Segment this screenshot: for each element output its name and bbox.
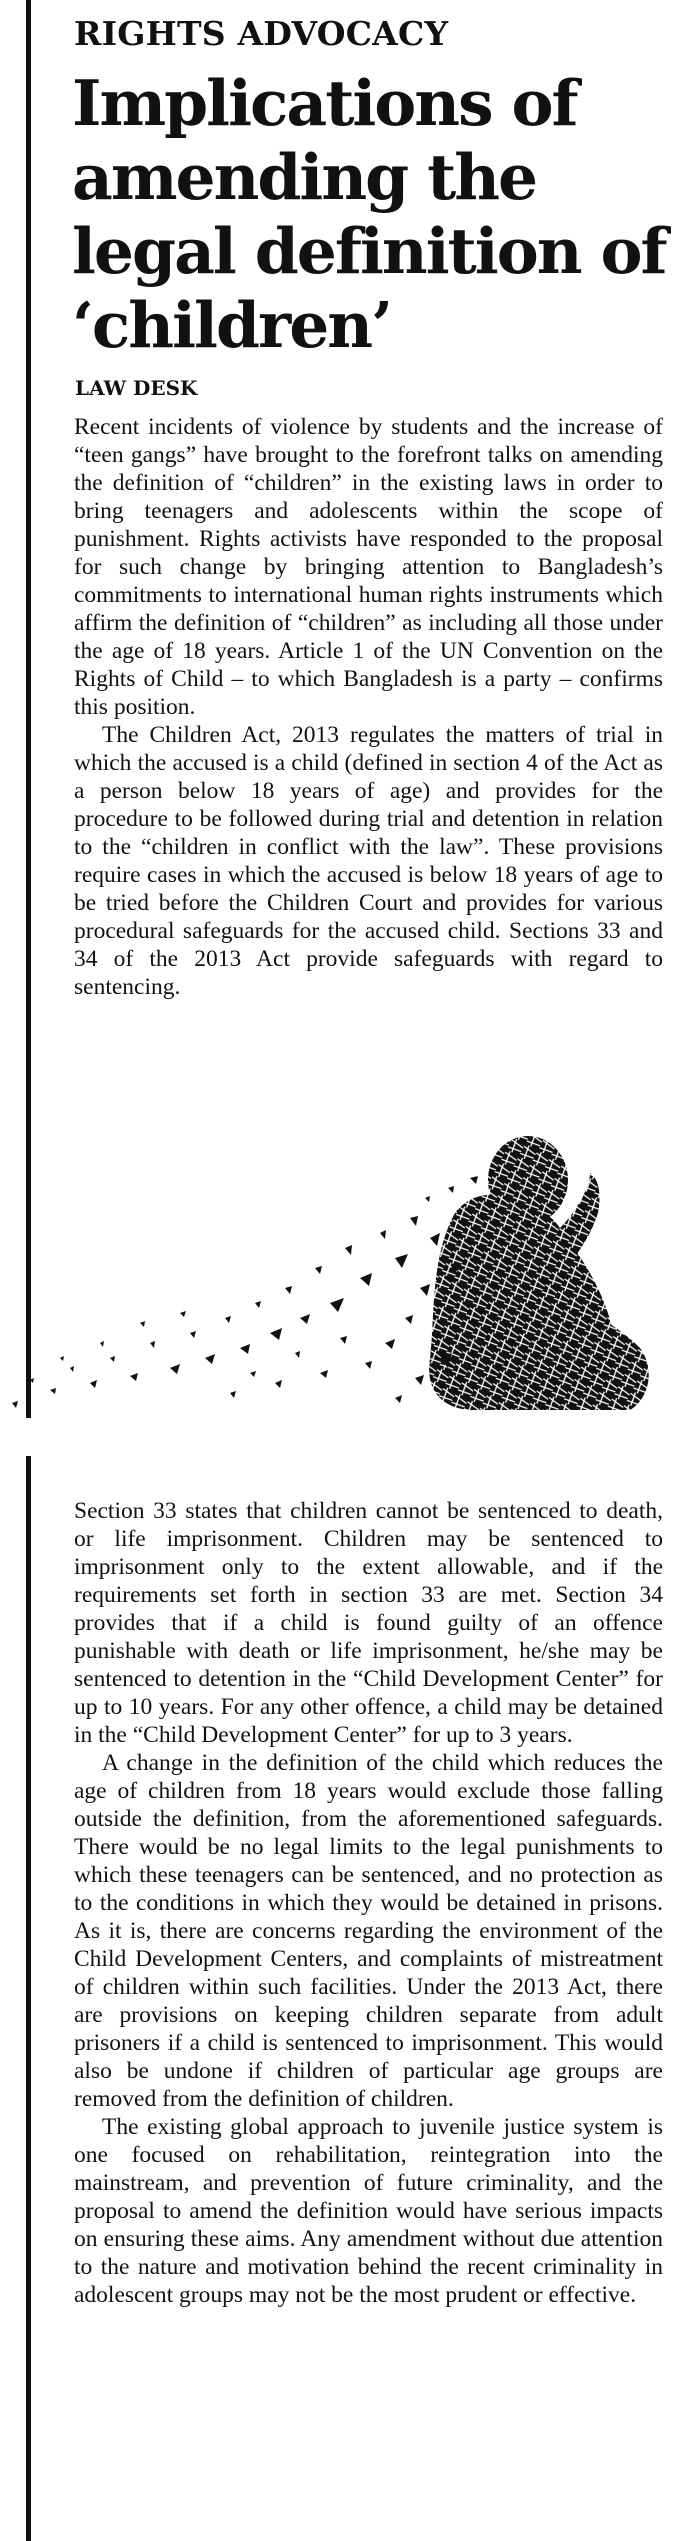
shattered-child-figure-icon	[0, 1118, 677, 1418]
article-body-top	[74, 413, 663, 1001]
column-rule-bottom	[26, 1456, 31, 2541]
illustration	[0, 1118, 677, 1418]
article-body-bottom	[74, 1497, 663, 2309]
article-headline: Implications of amending the legal definition of ‘children’	[72, 66, 666, 362]
paragraph: The Children Act, 2013 regulates the matters of trial in which the accused is a child (defined in section 4 of the Act as a person below 18 years of age) and provides for the procedure to be followed during trial and detention in relation to the “children in conflict with the law”. These provisions require cases in which the accused is below 18 years of age to be tried before the Children Court and provides for various procedural safeguards for the accused child. Sections 33 and 34 of the 2013 Act provide safeguards with regard to sentencing.	[74, 722, 663, 1000]
paragraph: The existing global approach to juvenile justice system is one focused on rehabilitation, reintegration into the mainstream, and prevention of future criminality, and the proposal to amend the definition would have serious impacts on ensuring these aims. Any amendment without due attention to the nature and motivation behind the recent criminality in adolescent groups may not be the most prudent or effective.	[74, 2114, 663, 2308]
paragraph: Section 33 states that children cannot be sentenced to death, or life imprisonment. Children may be sentenced to imprisonment only to the extent allowable, and if the requirements set forth in section 33 are met. Section 34 provides that if a child is found guilty of an offence punishable with death or life imprisonment, he/she may be sentenced to detention in the “Child Development Center” for up to 10 years. For any other offence, a child may be detained in the “Child Development Center” for up to 3 years.	[74, 1498, 663, 1748]
paragraph: Recent incidents of violence by students and the increase of “teen gangs” have brought to the forefront talks on amending the definition of “children” in the existing laws in order to bring teenagers and adolescents within the scope of punishment. Rights activists have responded to the proposal for such change by bringing attention to Bangladesh’s commitments to international human rights instruments which affirm the definition of “children” as including all those under the age of 18 years. Article 1 of the UN Convention on the Rights of Child – to which Bangladesh is a party – confirms this position.	[74, 414, 663, 720]
section-kicker: RIGHTS ADVOCACY	[74, 14, 449, 53]
paragraph: A change in the definition of the child which reduces the age of children from 18 years would exclude those falling outside the definition, from the aforementioned safeguards. There would be no legal limits to the legal punishments to which these teenagers can be sentenced, and no protection as to the conditions in which they would be detained in prisons. As it is, there are concerns regarding the environment of the Child Development Centers, and complaints of mistreatment of children within such facilities. Under the 2013 Act, there are provisions on keeping children separate from adult prisoners if a child is sentenced to imprisonment. This would also be undone if children of particular age groups are removed from the definition of children.	[74, 1750, 663, 2112]
byline: LAW DESK	[75, 376, 198, 400]
